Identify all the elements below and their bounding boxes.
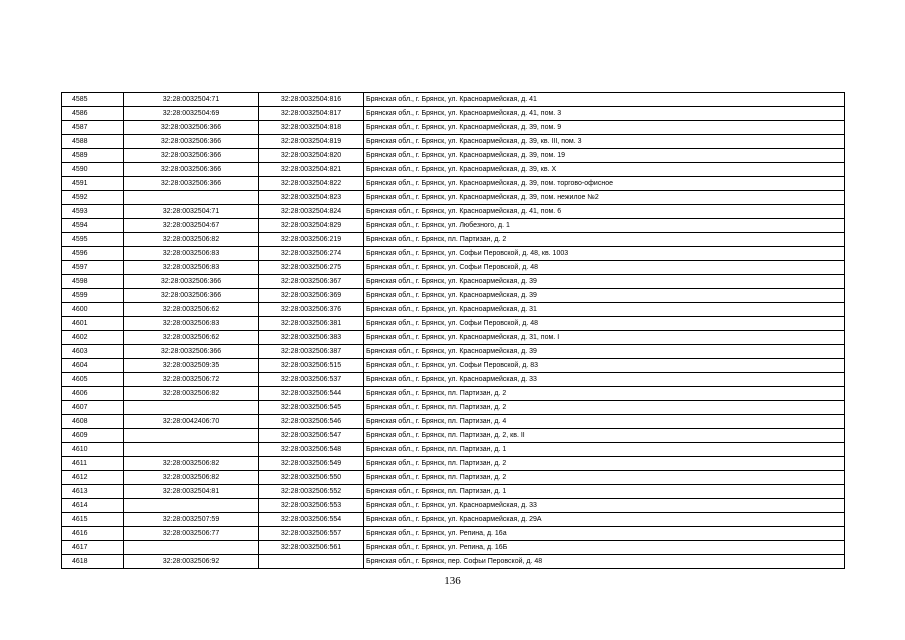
new-cadastral-number-cell: 32:28:0032506:548	[259, 443, 364, 457]
new-cadastral-number-cell: 32:28:0032506:545	[259, 401, 364, 415]
new-cadastral-number-cell: 32:28:0032506:515	[259, 359, 364, 373]
old-cadastral-number-cell: 32:28:0032506:366	[124, 275, 259, 289]
address-cell: Брянская обл., г. Брянск, ул. Красноармейская, д. 39, пом. 19	[364, 149, 845, 163]
row-number-cell: 4610	[62, 443, 124, 457]
address-cell: Брянская обл., г. Брянск, ул. Красноармейская, д. 39	[364, 289, 845, 303]
new-cadastral-number-cell: 32:28:0032506:367	[259, 275, 364, 289]
new-cadastral-number-cell: 32:28:0032504:817	[259, 107, 364, 121]
old-cadastral-number-cell: 32:28:0032506:83	[124, 317, 259, 331]
new-cadastral-number-cell: 32:28:0032506:561	[259, 541, 364, 555]
old-cadastral-number-cell: 32:28:0032506:83	[124, 261, 259, 275]
address-cell: Брянская обл., г. Брянск, ул. Красноармейская, д. 41, пом. 3	[364, 107, 845, 121]
new-cadastral-number-cell: 32:28:0032506:275	[259, 261, 364, 275]
table-row	[62, 401, 845, 415]
new-cadastral-number-cell: 32:28:0032506:369	[259, 289, 364, 303]
row-number-cell: 4611	[62, 457, 124, 471]
table-row	[62, 233, 845, 247]
old-cadastral-number-cell: 32:28:0032504:71	[124, 93, 259, 107]
new-cadastral-number-cell: 32:28:0032506:274	[259, 247, 364, 261]
table-row	[62, 387, 845, 401]
old-cadastral-number-cell	[124, 499, 259, 513]
old-cadastral-number-cell: 32:28:0032506:62	[124, 331, 259, 345]
address-cell: Брянская обл., г. Брянск, ул. Красноармейская, д. 39, пом. торгово-офисное	[364, 177, 845, 191]
row-number-cell: 4617	[62, 541, 124, 555]
old-cadastral-number-cell	[124, 401, 259, 415]
old-cadastral-number-cell: 32:28:0042406:70	[124, 415, 259, 429]
new-cadastral-number-cell: 32:28:0032504:829	[259, 219, 364, 233]
address-cell: Брянская обл., г. Брянск, пл. Партизан, д. 2	[364, 471, 845, 485]
table-row	[62, 513, 845, 527]
row-number-cell: 4588	[62, 135, 124, 149]
row-number-cell: 4600	[62, 303, 124, 317]
address-cell: Брянская обл., г. Брянск, пл. Партизан, д. 2	[364, 233, 845, 247]
address-cell: Брянская обл., г. Брянск, ул. Софьи Перовской, д. 83	[364, 359, 845, 373]
new-cadastral-number-cell: 32:28:0032504:816	[259, 93, 364, 107]
old-cadastral-number-cell: 32:28:0032506:366	[124, 177, 259, 191]
new-cadastral-number-cell: 32:28:0032504:820	[259, 149, 364, 163]
table-row	[62, 317, 845, 331]
new-cadastral-number-cell: 32:28:0032506:383	[259, 331, 364, 345]
row-number-cell: 4585	[62, 93, 124, 107]
row-number-cell: 4615	[62, 513, 124, 527]
table-row	[62, 261, 845, 275]
new-cadastral-number-cell: 32:28:0032504:819	[259, 135, 364, 149]
address-cell: Брянская обл., г. Брянск, ул. Софьи Перовской, д. 48, кв. 1003	[364, 247, 845, 261]
row-number-cell: 4587	[62, 121, 124, 135]
table-row	[62, 289, 845, 303]
table-row	[62, 149, 845, 163]
new-cadastral-number-cell: 32:28:0032506:549	[259, 457, 364, 471]
address-cell: Брянская обл., г. Брянск, пл. Партизан, д. 2	[364, 457, 845, 471]
old-cadastral-number-cell: 32:28:0032504:81	[124, 485, 259, 499]
old-cadastral-number-cell: 32:28:0032506:366	[124, 289, 259, 303]
row-number-cell: 4595	[62, 233, 124, 247]
address-cell: Брянская обл., г. Брянск, ул. Красноармейская, д. 39, пом. нежилое №2	[364, 191, 845, 205]
address-cell: Брянская обл., г. Брянск, ул. Красноармейская, д. 31	[364, 303, 845, 317]
old-cadastral-number-cell: 32:28:0032506:82	[124, 387, 259, 401]
row-number-cell: 4599	[62, 289, 124, 303]
new-cadastral-number-cell: 32:28:0032506:537	[259, 373, 364, 387]
address-cell: Брянская обл., г. Брянск, ул. Софьи Перовской, д. 48	[364, 317, 845, 331]
row-number-cell: 4593	[62, 205, 124, 219]
table-row	[62, 429, 845, 443]
new-cadastral-number-cell: 32:28:0032506:553	[259, 499, 364, 513]
new-cadastral-number-cell: 32:28:0032504:823	[259, 191, 364, 205]
row-number-cell: 4603	[62, 345, 124, 359]
row-number-cell: 4597	[62, 261, 124, 275]
old-cadastral-number-cell: 32:28:0032506:83	[124, 247, 259, 261]
table-row	[62, 135, 845, 149]
row-number-cell: 4605	[62, 373, 124, 387]
row-number-cell: 4612	[62, 471, 124, 485]
new-cadastral-number-cell: 32:28:0032506:219	[259, 233, 364, 247]
table-body	[62, 93, 845, 569]
old-cadastral-number-cell: 32:28:0032506:82	[124, 457, 259, 471]
table-row	[62, 247, 845, 261]
old-cadastral-number-cell: 32:28:0032506:62	[124, 303, 259, 317]
old-cadastral-number-cell: 32:28:0032506:82	[124, 471, 259, 485]
table-row	[62, 555, 845, 569]
row-number-cell: 4592	[62, 191, 124, 205]
new-cadastral-number-cell	[259, 555, 364, 569]
row-number-cell: 4616	[62, 527, 124, 541]
new-cadastral-number-cell: 32:28:0032504:818	[259, 121, 364, 135]
table-row	[62, 219, 845, 233]
table-row	[62, 471, 845, 485]
new-cadastral-number-cell: 32:28:0032506:557	[259, 527, 364, 541]
old-cadastral-number-cell	[124, 541, 259, 555]
row-number-cell: 4598	[62, 275, 124, 289]
address-cell: Брянская обл., г. Брянск, ул. Красноармейская, д. 29А	[364, 513, 845, 527]
table-row	[62, 303, 845, 317]
address-cell: Брянская обл., г. Брянск, пл. Партизан, д. 1	[364, 443, 845, 457]
table-row	[62, 499, 845, 513]
table-row	[62, 93, 845, 107]
old-cadastral-number-cell: 32:28:0032506:366	[124, 121, 259, 135]
old-cadastral-number-cell: 32:28:0032504:69	[124, 107, 259, 121]
row-number-cell: 4586	[62, 107, 124, 121]
table-row	[62, 485, 845, 499]
new-cadastral-number-cell: 32:28:0032504:821	[259, 163, 364, 177]
old-cadastral-number-cell: 32:28:0032506:366	[124, 163, 259, 177]
address-cell: Брянская обл., г. Брянск, ул. Любезного, д. 1	[364, 219, 845, 233]
new-cadastral-number-cell: 32:28:0032506:550	[259, 471, 364, 485]
page-number: 136	[444, 575, 461, 587]
old-cadastral-number-cell	[124, 429, 259, 443]
address-cell: Брянская обл., г. Брянск, ул. Красноармейская, д. 31, пом. I	[364, 331, 845, 345]
table-row	[62, 541, 845, 555]
cadastral-register-table	[61, 92, 845, 569]
table-row	[62, 191, 845, 205]
row-number-cell: 4596	[62, 247, 124, 261]
address-cell: Брянская обл., г. Брянск, ул. Софьи Перовской, д. 48	[364, 261, 845, 275]
row-number-cell: 4613	[62, 485, 124, 499]
old-cadastral-number-cell: 32:28:0032506:77	[124, 527, 259, 541]
row-number-cell: 4591	[62, 177, 124, 191]
old-cadastral-number-cell: 32:28:0032506:366	[124, 149, 259, 163]
row-number-cell: 4604	[62, 359, 124, 373]
old-cadastral-number-cell	[124, 191, 259, 205]
old-cadastral-number-cell: 32:28:0032504:67	[124, 219, 259, 233]
row-number-cell: 4608	[62, 415, 124, 429]
row-number-cell: 4590	[62, 163, 124, 177]
old-cadastral-number-cell: 32:28:0032509:35	[124, 359, 259, 373]
new-cadastral-number-cell: 32:28:0032506:544	[259, 387, 364, 401]
row-number-cell: 4594	[62, 219, 124, 233]
table-row	[62, 163, 845, 177]
table-row	[62, 457, 845, 471]
address-cell: Брянская обл., г. Брянск, ул. Репина, д. 16а	[364, 527, 845, 541]
address-cell: Брянская обл., г. Брянск, ул. Красноармейская, д. 39, кв. III, пом. 3	[364, 135, 845, 149]
new-cadastral-number-cell: 32:28:0032506:547	[259, 429, 364, 443]
address-cell: Брянская обл., г. Брянск, пер. Софьи Перовской, д. 48	[364, 555, 845, 569]
old-cadastral-number-cell: 32:28:0032506:82	[124, 233, 259, 247]
row-number-cell: 4614	[62, 499, 124, 513]
table-row	[62, 415, 845, 429]
address-cell: Брянская обл., г. Брянск, ул. Красноармейская, д. 41	[364, 93, 845, 107]
table-row	[62, 359, 845, 373]
row-number-cell: 4602	[62, 331, 124, 345]
new-cadastral-number-cell: 32:28:0032506:381	[259, 317, 364, 331]
table-row	[62, 205, 845, 219]
old-cadastral-number-cell: 32:28:0032507:59	[124, 513, 259, 527]
table-row	[62, 275, 845, 289]
address-cell: Брянская обл., г. Брянск, ул. Красноармейская, д. 39	[364, 275, 845, 289]
address-cell: Брянская обл., г. Брянск, ул. Красноармейская, д. 39, пом. 9	[364, 121, 845, 135]
new-cadastral-number-cell: 32:28:0032506:387	[259, 345, 364, 359]
address-cell: Брянская обл., г. Брянск, ул. Репина, д. 16Б	[364, 541, 845, 555]
new-cadastral-number-cell: 32:28:0032504:822	[259, 177, 364, 191]
row-number-cell: 4607	[62, 401, 124, 415]
address-cell: Брянская обл., г. Брянск, ул. Красноармейская, д. 39, кв. X	[364, 163, 845, 177]
new-cadastral-number-cell: 32:28:0032506:552	[259, 485, 364, 499]
address-cell: Брянская обл., г. Брянск, ул. Красноармейская, д. 33	[364, 373, 845, 387]
table-row	[62, 527, 845, 541]
row-number-cell: 4618	[62, 555, 124, 569]
table-row	[62, 107, 845, 121]
old-cadastral-number-cell: 32:28:0032506:92	[124, 555, 259, 569]
new-cadastral-number-cell: 32:28:0032506:546	[259, 415, 364, 429]
address-cell: Брянская обл., г. Брянск, пл. Партизан, д. 2	[364, 387, 845, 401]
old-cadastral-number-cell: 32:28:0032504:71	[124, 205, 259, 219]
table-row	[62, 331, 845, 345]
table-row	[62, 345, 845, 359]
address-cell: Брянская обл., г. Брянск, пл. Партизан, д. 4	[364, 415, 845, 429]
table-row	[62, 373, 845, 387]
address-cell: Брянская обл., г. Брянск, ул. Красноармейская, д. 41, пом. 6	[364, 205, 845, 219]
old-cadastral-number-cell	[124, 443, 259, 457]
table-row	[62, 443, 845, 457]
new-cadastral-number-cell: 32:28:0032506:554	[259, 513, 364, 527]
address-cell: Брянская обл., г. Брянск, пл. Партизан, д. 1	[364, 485, 845, 499]
new-cadastral-number-cell: 32:28:0032504:824	[259, 205, 364, 219]
row-number-cell: 4601	[62, 317, 124, 331]
address-cell: Брянская обл., г. Брянск, пл. Партизан, д. 2	[364, 401, 845, 415]
old-cadastral-number-cell: 32:28:0032506:366	[124, 345, 259, 359]
address-cell: Брянская обл., г. Брянск, пл. Партизан, д. 2, кв. II	[364, 429, 845, 443]
row-number-cell: 4606	[62, 387, 124, 401]
old-cadastral-number-cell: 32:28:0032506:72	[124, 373, 259, 387]
row-number-cell: 4589	[62, 149, 124, 163]
table-row	[62, 177, 845, 191]
address-cell: Брянская обл., г. Брянск, ул. Красноармейская, д. 33	[364, 499, 845, 513]
row-number-cell: 4609	[62, 429, 124, 443]
new-cadastral-number-cell: 32:28:0032506:376	[259, 303, 364, 317]
old-cadastral-number-cell: 32:28:0032506:366	[124, 135, 259, 149]
address-cell: Брянская обл., г. Брянск, ул. Красноармейская, д. 39	[364, 345, 845, 359]
table-row	[62, 121, 845, 135]
